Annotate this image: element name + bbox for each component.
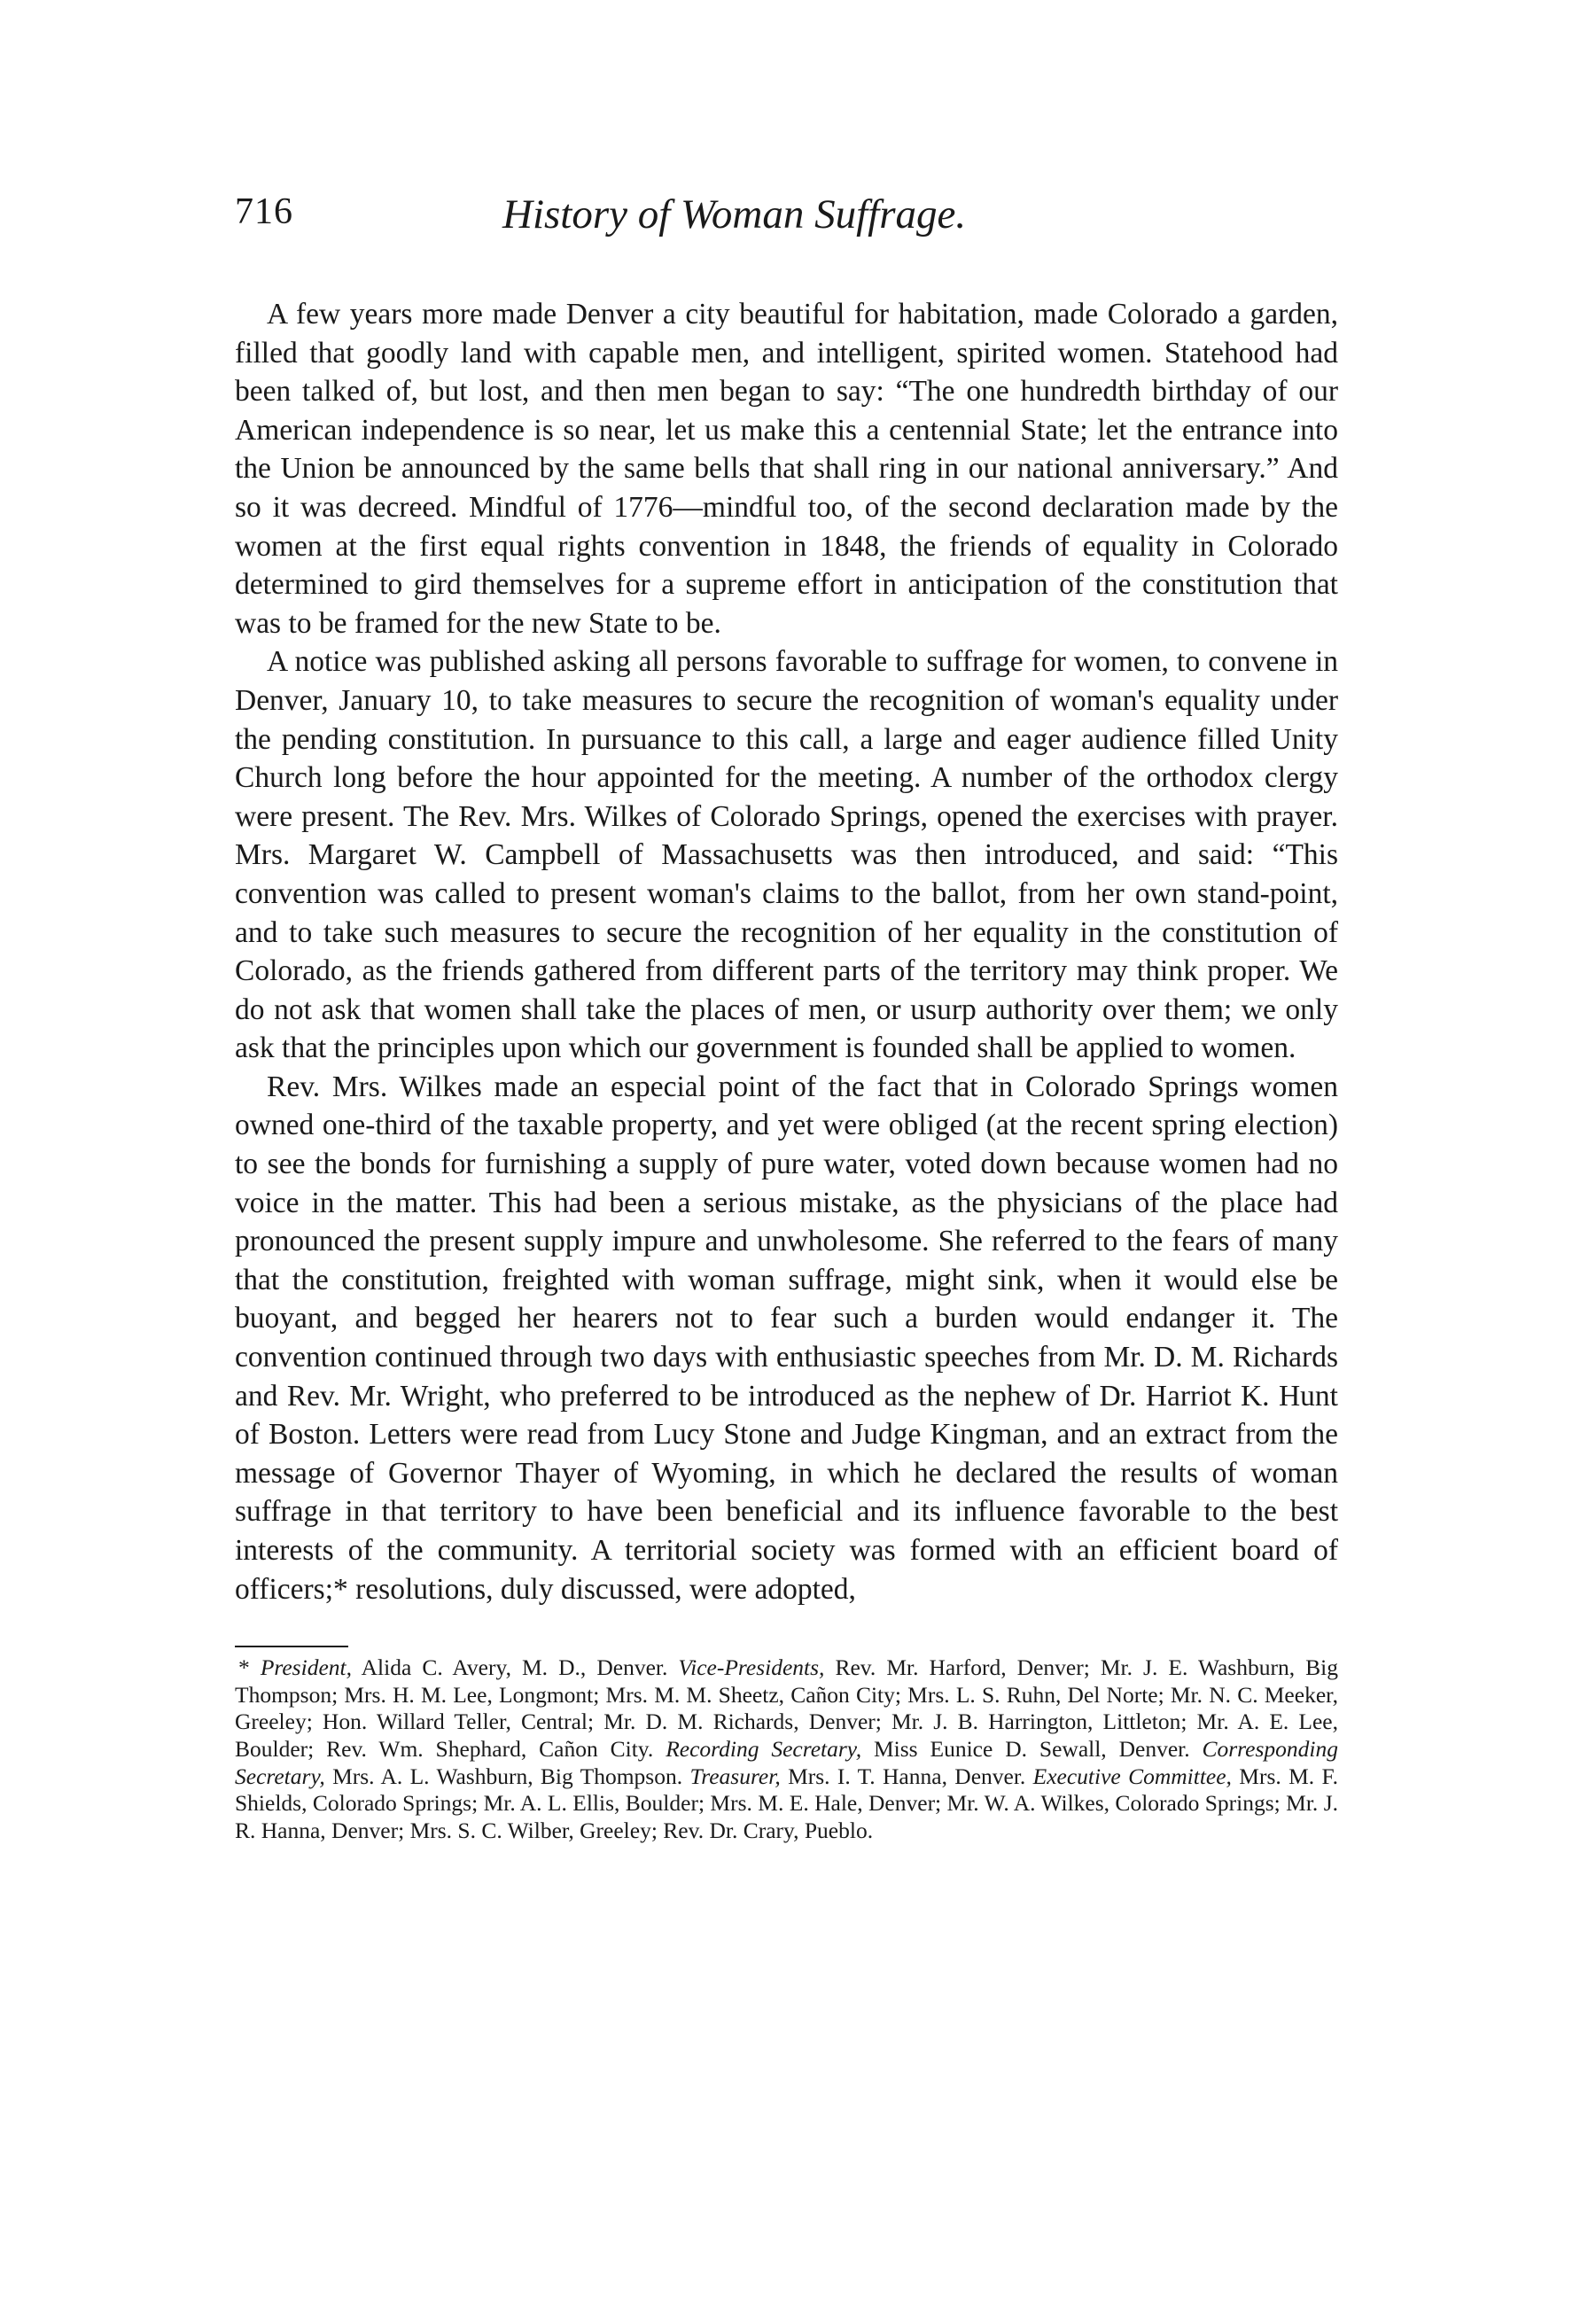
running-title: History of Woman Suffrage.: [502, 191, 967, 237]
footnote-text-recording-secretary: Miss Eunice D. Sewall, Denver.: [874, 1735, 1190, 1762]
paragraph: A notice was published asking all persons favorable to suffrage for women, to convene in Denver, January 10, to take measures to secure the recognition of woman's equality under the pending constitution. In pursuance to this call, a large and eager audience filled Unity Church long before the hour appointed for the meeting. A number of the orthodox clergy were present. The Rev. Mrs. Wilkes of Colorado Springs, opened the exercises with prayer. Mrs. Margaret W. Campbell of Massachusetts was then introduced, and said: “This convention was called to present woman's claims to the ballot, from her own stand-point, and to take such measures to secure the recognition of her equality in the constitution of Colorado, as the friends gathered from different parts of the territory may think proper. We do not ask that women shall take the places of men, or usurp authority over them; we only ask that the principles upon which our government is founded shall be applied to women.: [235, 645, 1338, 1065]
running-head: [235, 191, 1338, 249]
paragraph: Rev. Mrs. Wilkes made an especial point of the fact that in Colorado Springs women owned one-third of the taxable property, and yet were obliged (at the recent spring election) to see the bonds for furnishing a supply of pure water, voted down because women had no voice in the matter. This had been a serious mistake, as the physicians of the place had pronounced the present supply impure and unwholesome. She referred to the fears of many that the constitution, freighted with woman suffrage, might sink, when it would else be buoyant, and begged her hearers not to fear such a burden would endanger it. The convention continued through two days with enthusiastic speeches from Mr. D. M. Richards and Rev. Mr. Wright, who preferred to be introduced as the nephew of Dr. Harriot K. Hunt of Boston. Letters were read from Lucy Stone and Judge Kingman, and an extract from the message of Governor Thayer of Wyoming, in which he declared the results of woman suffrage in that territory to have been beneficial and its influence favorable to the best interests of the community. A territorial society was formed with an efficient board of officers;* resolutions, duly discussed, were adopted,: [235, 1070, 1338, 1606]
footnote-label-corresponding-secretary: Corresponding Secretary,: [235, 1735, 1338, 1789]
page-number: 716: [235, 191, 293, 232]
footnote-text-executive-committee: Mrs. M. F. Shields, Colorado Springs; Mr. A. L. Ellis, Boulder; Mrs. M. E. Hale, Denver; Mr. W. A. Wilkes, Colorado Springs; Mr. J. R. Hanna, Denver; Mrs. S. C. Wilber, Greeley; Rev. Dr. Crary, Pueblo.: [235, 1763, 1338, 1843]
footnote-text-president: Alida C. Avery, M. D., Denver.: [361, 1654, 668, 1681]
footnote: [235, 1654, 1338, 1844]
footnote-label-treasurer: Treasurer,: [689, 1763, 781, 1789]
book-page: [235, 191, 1338, 1844]
footnote-marker: *: [238, 1654, 250, 1681]
footnote-label-executive-committee: Executive Committee,: [1032, 1763, 1232, 1789]
paragraph: A few years more made Denver a city beautiful for habitation, made Colorado a garden, filled that goodly land with capable men, and intelligent, spirited women. Statehood had been talked of, but lost, and then men began to say: “The one hundredth birthday of our American independence is so near, let us make this a centennial State; let the entrance into the Union be announced by the same bells that shall ring in our national anniversary.” And so it was decreed. Mindful of 1776—mindful too, of the second declaration made by the women at the first equal rights convention in 1848, the friends of equality in Colorado determined to gird themselves for a supreme effort in anticipation of the constitution that was to be framed for the new State to be.: [235, 298, 1338, 640]
footnote-text-vice-presidents: Rev. Mr. Harford, Denver; Mr. J. E. Washburn, Big Thompson; Mrs. H. M. Lee, Longmont; Mrs. M. M. Sheetz, Cañon City; Mrs. L. S. Ruhn, Del Norte; Mr. N. C. Meeker, Greeley; Hon. Willard Teller, Central; Mr. D. M. Richards, Denver; Mr. J. B. Harrington, Littleton; Mr. A. E. Lee, Boulder; Rev. Wm. Shephard, Cañon City.: [235, 1654, 1339, 1762]
body-text: [235, 295, 1338, 1608]
footnote-divider: [235, 1646, 348, 1647]
footnote-label-vice-presidents: Vice-Presidents,: [678, 1654, 825, 1681]
footnote-text-corresponding-secretary: Mrs. A. L. Washburn, Big Thompson.: [332, 1763, 683, 1789]
footnote-label-recording-secretary: Recording Secretary,: [666, 1735, 862, 1762]
footnote-text-treasurer: Mrs. I. T. Hanna, Denver.: [788, 1763, 1026, 1789]
footnote-label-president: President,: [260, 1654, 352, 1681]
